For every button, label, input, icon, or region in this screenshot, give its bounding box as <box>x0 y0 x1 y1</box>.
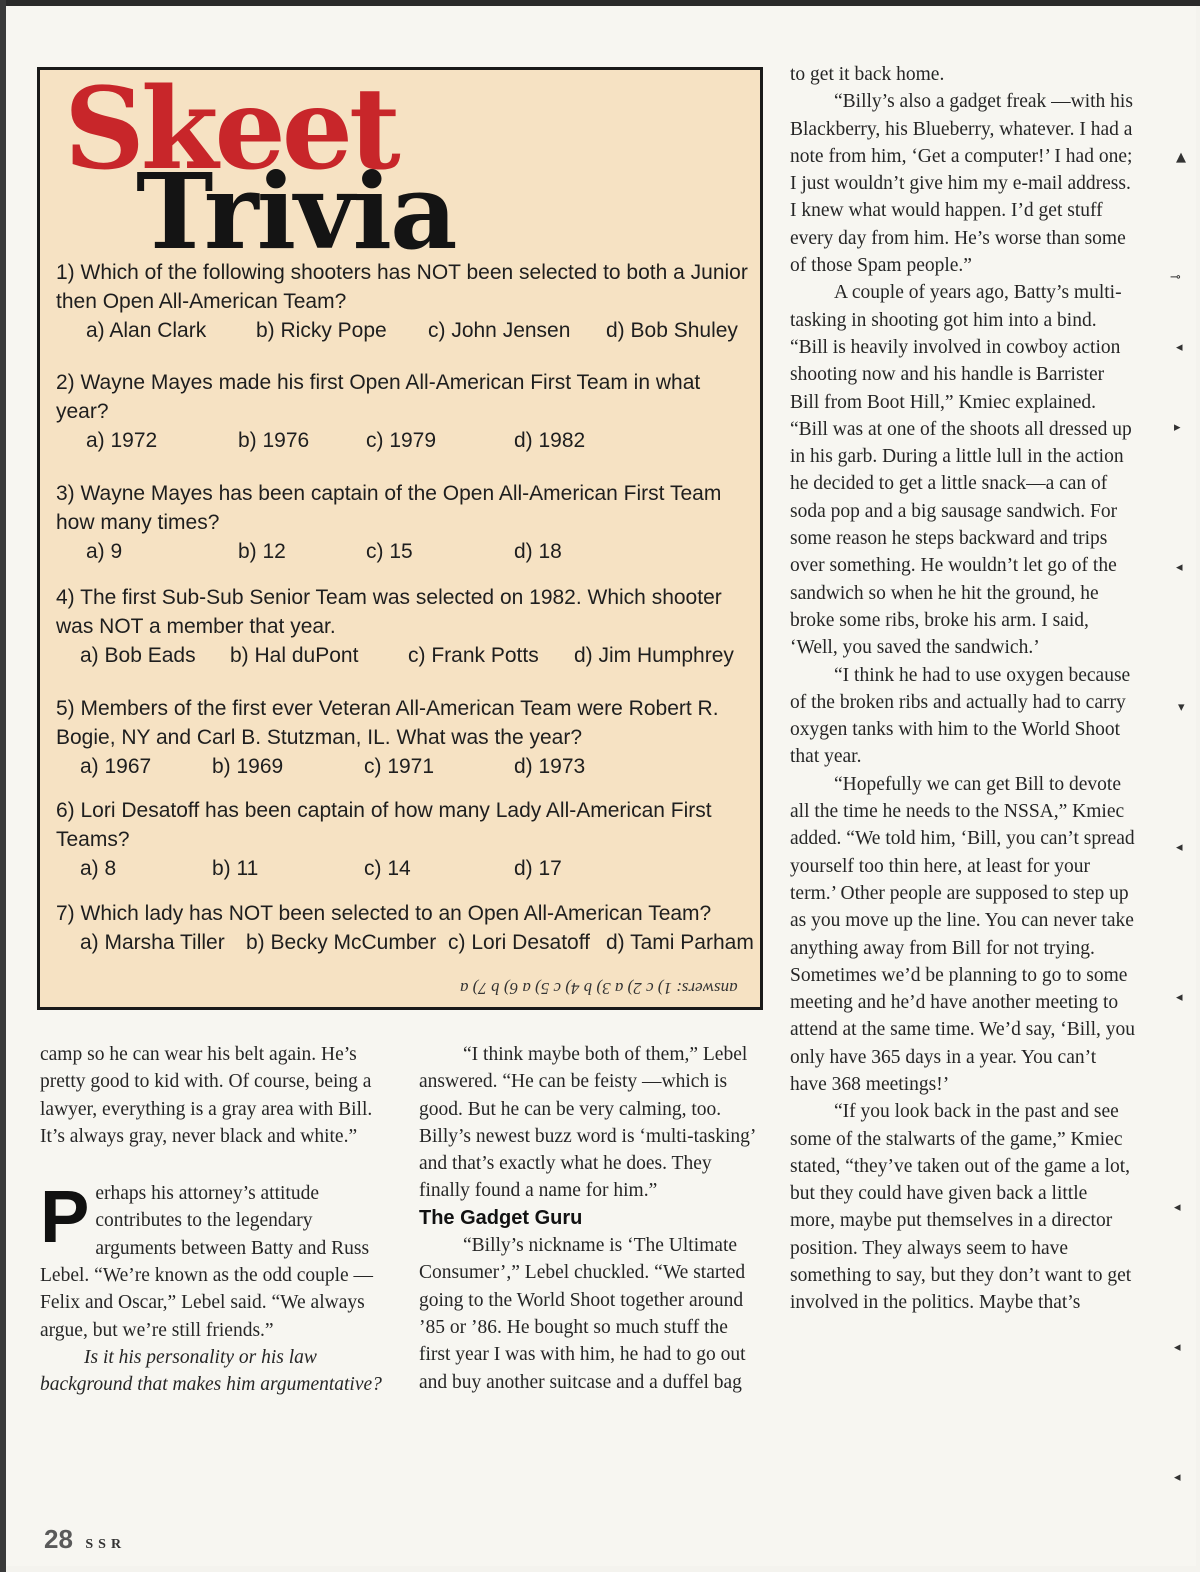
question-options <box>56 854 756 882</box>
question-text: 7) Which lady has NOT been selected to an Open All-American Team? <box>56 902 712 925</box>
question-text: 3) Wayne Mayes has been captain of the Open All-American First Team how many times? <box>56 482 722 534</box>
option: b) Hal duPont <box>230 644 359 667</box>
question-options <box>56 752 756 780</box>
paragraph: “Billy’s nickname is ‘The Ultimate Consumer’,” Lebel chuckled. “We started going to the World Shoot together around ’85 or ’86. He bought so much stuff the first year I was with him, he had to go out and buy another suitcase and a duffel bag <box>419 1235 746 1393</box>
option: b) 12 <box>238 540 286 563</box>
margin-mark: ◂ <box>1174 1470 1181 1485</box>
question-text: 1) Which of the following shooters has NOT been selected to both a Junior then Open All-American Team? <box>56 261 748 313</box>
dropcap-paragraph <box>40 1175 392 1344</box>
question-text: 6) Lori Desatoff has been captain of how many Lady All-American First Teams? <box>56 799 712 851</box>
paragraph: to get it back home. <box>790 64 945 85</box>
option: d) 1973 <box>514 755 586 778</box>
question-text: 5) Members of the first ever Veteran All-American Team were Robert R. Bogie, NY and Carl B. Stutzman, IL. What was the year? <box>56 697 719 749</box>
paragraph: “I think he had to use oxygen because of the broken ribs and actually had to carry oxygen tanks with him to the World Shoot that year. <box>790 664 1131 768</box>
option: b) 1969 <box>212 755 284 778</box>
option: d) 1982 <box>514 429 586 452</box>
trivia-question-5 <box>56 694 756 780</box>
option: b) Becky McCumber <box>246 931 437 954</box>
option: c) Lori Desatoff <box>448 931 591 954</box>
paragraph-text: erhaps his attorney’s attitude contributes to the legendary arguments between Batty and Russ Lebel. “We’re known as the odd couple —Felix and Oscar,” Lebel said. “We always argue, but we’re still friends.” <box>40 1183 374 1341</box>
option: b) 11 <box>212 857 259 880</box>
trivia-answers-upside-down: answers: 1) c 2) a 3) b 4) c 5) a 6) b 7) a <box>460 979 738 998</box>
margin-mark: ◂ <box>1176 560 1183 575</box>
paragraph: “Hopefully we can get Bill to devote all the time he needs to the NSSA,” Kmiec added. “We told him, ‘Bill, you can’t spread yourself too thin here, at least for your term.’ Other people are supposed to step up as you move up the line. You can never take anything away from Bill for not trying. Sometimes we’d be planning to go to some meeting and he’d have another meeting to attend at the same time. We’d say, ‘Bill, you only have 365 days in a year. You can’t have 368 meetings!’ <box>790 773 1136 1095</box>
trivia-question-3 <box>56 479 756 565</box>
margin-mark: ◂ <box>1176 840 1183 855</box>
option: c) 1971 <box>364 755 435 778</box>
margin-mark: ◂ <box>1174 1340 1181 1355</box>
paragraph: “If you look back in the past and see some of the stalwarts of the game,” Kmiec stated, “they’ve taken out of the game a lot, but they could have given back a little more, maybe put themselves in a director position. They always seem to have something to say, but they don’t want to get involved in the politics. Maybe that’s <box>790 1101 1132 1314</box>
margin-mark: ◂ <box>1176 340 1183 355</box>
margin-mark: ▲ <box>1176 150 1186 165</box>
option: a) Bob Eads <box>80 644 196 667</box>
trivia-question-7 <box>56 899 756 956</box>
trivia-title-skeet: Skeet <box>64 64 397 195</box>
drop-cap: P <box>40 1175 90 1259</box>
margin-mark: ▸ <box>1174 420 1181 435</box>
question-text: 4) The first Sub-Sub Senior Team was selected on 1982. Which shooter was NOT a member that year. <box>56 586 722 638</box>
trivia-title-trivia: Trivia <box>136 150 456 273</box>
option: d) 17 <box>514 857 562 880</box>
paragraph: “I think maybe both of them,” Lebel answered. “He can be feisty —which is good. But he can be very calming, too. Billy’s newest buzz word is ‘multi-tasking’ and that’s exactly what he does. They finally found a name for him.” <box>419 1044 755 1202</box>
option: d) Tami Parham <box>606 931 754 954</box>
option: a) 8 <box>80 857 117 880</box>
question-options <box>56 426 756 454</box>
trivia-question-2 <box>56 368 756 454</box>
option: c) John Jensen <box>428 319 571 342</box>
option: a) 1972 <box>86 429 158 452</box>
option: b) Ricky Pope <box>256 319 387 342</box>
option: c) 1979 <box>366 429 437 452</box>
option: b) 1976 <box>238 429 310 452</box>
margin-mark: ▾ <box>1178 700 1185 715</box>
subheading: The Gadget Guru <box>419 1206 583 1229</box>
trivia-question-4 <box>56 583 756 669</box>
margin-mark: ◂ <box>1176 990 1183 1005</box>
question-text: 2) Wayne Mayes made his first Open All-American First Team in what year? <box>56 371 701 423</box>
paragraph: camp so he can wear his belt again. He’s pretty good to kid with. Of course, being a lawyer, everything is a gray area with Bill. It’s always gray, never black and white.” <box>40 1044 373 1147</box>
option: a) Marsha Tiller <box>80 931 225 954</box>
option: c) 14 <box>364 857 411 880</box>
trivia-box <box>37 64 763 1010</box>
option: a) Alan Clark <box>86 319 207 342</box>
paragraph: A couple of years ago, Batty’s multi-tasking in shooting got him into a bind. “Bill is heavily involved in cowboy action shooting now and his handle is Barrister Bill from Boot Hill,” Kmiec explained. “Bill was at one of the shoots all dressed up in his garb. During a little lull in the action he decided to get a little snack—a can of soda pop and a big sausage sandwich. For some reason he steps backward and trips over something. He wouldn’t let go of the sandwich so when he hit the ground, he broke some ribs, broke his arm. I said, ‘Well, you saved the sandwich.’ <box>790 282 1132 659</box>
scan-margin-marks <box>1150 140 1190 1510</box>
magazine-name: SSR <box>85 1537 127 1552</box>
option: c) 15 <box>366 540 413 563</box>
option: d) 18 <box>514 540 562 563</box>
question-options <box>56 537 756 565</box>
paragraph: “Billy’s also a gadget freak —with his Blackberry, his Blueberry, whatever. I had a note from him, ‘Get a computer!’ I had one; I just wouldn’t give him my e-mail address. I knew what would happen. I’d get stuff every day from him. He’s worse than some of those Spam people.” <box>790 91 1133 277</box>
option: a) 9 <box>86 540 123 563</box>
interviewer-question: Is it his personality or his law background that makes him argumentative? <box>40 1346 382 1396</box>
article-column-3 <box>790 61 1135 1317</box>
article-column-2 <box>419 1041 761 1396</box>
option: d) Bob Shuley <box>606 319 738 342</box>
question-options <box>56 928 756 956</box>
option: d) Jim Humphrey <box>574 644 734 667</box>
question-options <box>56 641 756 669</box>
option: a) 1967 <box>80 755 152 778</box>
page-folio <box>44 1524 126 1555</box>
trivia-question-6 <box>56 796 756 882</box>
option: c) Frank Potts <box>408 644 539 667</box>
trivia-question-1 <box>56 258 756 344</box>
article-column-1 <box>40 1041 392 1399</box>
page-number: 28 <box>44 1524 73 1554</box>
margin-mark: ⊸ <box>1170 270 1181 285</box>
question-options <box>56 316 756 344</box>
margin-mark: ◂ <box>1174 1200 1181 1215</box>
